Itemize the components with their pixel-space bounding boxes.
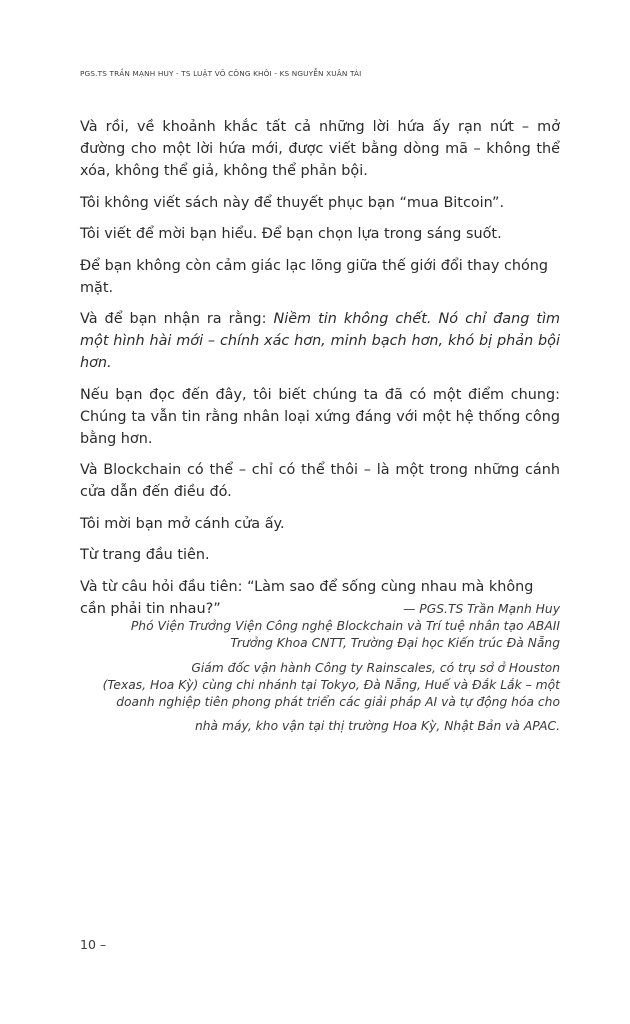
signature-role-1: Phó Viện Trưởng Viện Công nghệ Blockchain và Trí tuệ nhân tạo ABAII: [130, 619, 560, 633]
body-text: [80, 116, 560, 629]
signature-name: — PGS.TS Trần Mạnh Huy: [403, 602, 560, 616]
page-number: 10 –: [80, 937, 107, 952]
author-signature: [80, 601, 560, 735]
paragraph-8: Tôi mời bạn mở cánh cửa ấy.: [80, 515, 285, 532]
signature-role-3-line-4: nhà máy, kho vận tại thị trường Hoa Kỳ, Nhật Bản và APAC.: [194, 719, 560, 733]
paragraph-5: [80, 308, 560, 374]
running-header: PGS.TS TRẦN MẠNH HUY - TS LUẬT VÕ CÔNG KHÔI - KS NGUYỄN XUÂN TÀI: [80, 69, 362, 78]
paragraph-1: Và rồi, về khoảnh khắc tất cả những lời hứa ấy rạn nứt – mở đường cho một lời hứa mới, được viết bằng dòng mã – không thể xóa, không thể giả, không thể phản bội.: [80, 119, 560, 179]
paragraph-5-lead: Và để bạn nhận ra rằng:: [80, 311, 274, 327]
paragraph-3: Tôi viết để mời bạn hiểu. Để bạn chọn lựa trong sáng suốt.: [80, 226, 502, 242]
paragraph-6: Nếu bạn đọc đến đây, tôi biết chúng ta đã có một điểm chung: Chúng ta vẫn tin rằng nhân loại xứng đáng với một hệ thống công bằng hơn.: [80, 386, 560, 447]
signature-role-3-line-2: (Texas, Hoa Kỳ) cùng chi nhánh tại Tokyo, Đà Nẵng, Huế và Đắk Lắk – một: [102, 678, 560, 692]
paragraph-10: Và từ câu hỏi đầu tiên: “Làm sao để sống cùng nhau mà không cần phải tin nhau?”: [80, 578, 534, 617]
paragraph-2: Tôi không viết sách này để thuyết phục bạn “mua Bitcoin”.: [80, 194, 505, 211]
paragraph-4: Để bạn không còn cảm giác lạc lõng giữa thế giới đổi thay chóng mặt.: [80, 257, 549, 296]
paragraph-5-italic: Niềm tin không chết. Nó chỉ đang tìm một hình hài mới – chính xác hơn, minh bạch hơn, khó bị phản bội hơn.: [80, 311, 560, 371]
signature-role-3-line-1: Giám đốc vận hành Công ty Rainscales, có trụ sở ở Houston: [191, 661, 560, 675]
paragraph-9: Từ trang đầu tiên.: [80, 547, 210, 563]
signature-role-2: Trưởng Khoa CNTT, Trường Đại học Kiến trúc Đà Nẵng: [230, 636, 560, 650]
paragraph-7: Và Blockchain có thể – chỉ có thể thôi – là một trong những cánh cửa dẫn đến điều đó.: [80, 462, 560, 500]
signature-role-3-line-3: doanh nghiệp tiên phong phát triển các giải pháp AI và tự động hóa cho: [116, 695, 560, 709]
